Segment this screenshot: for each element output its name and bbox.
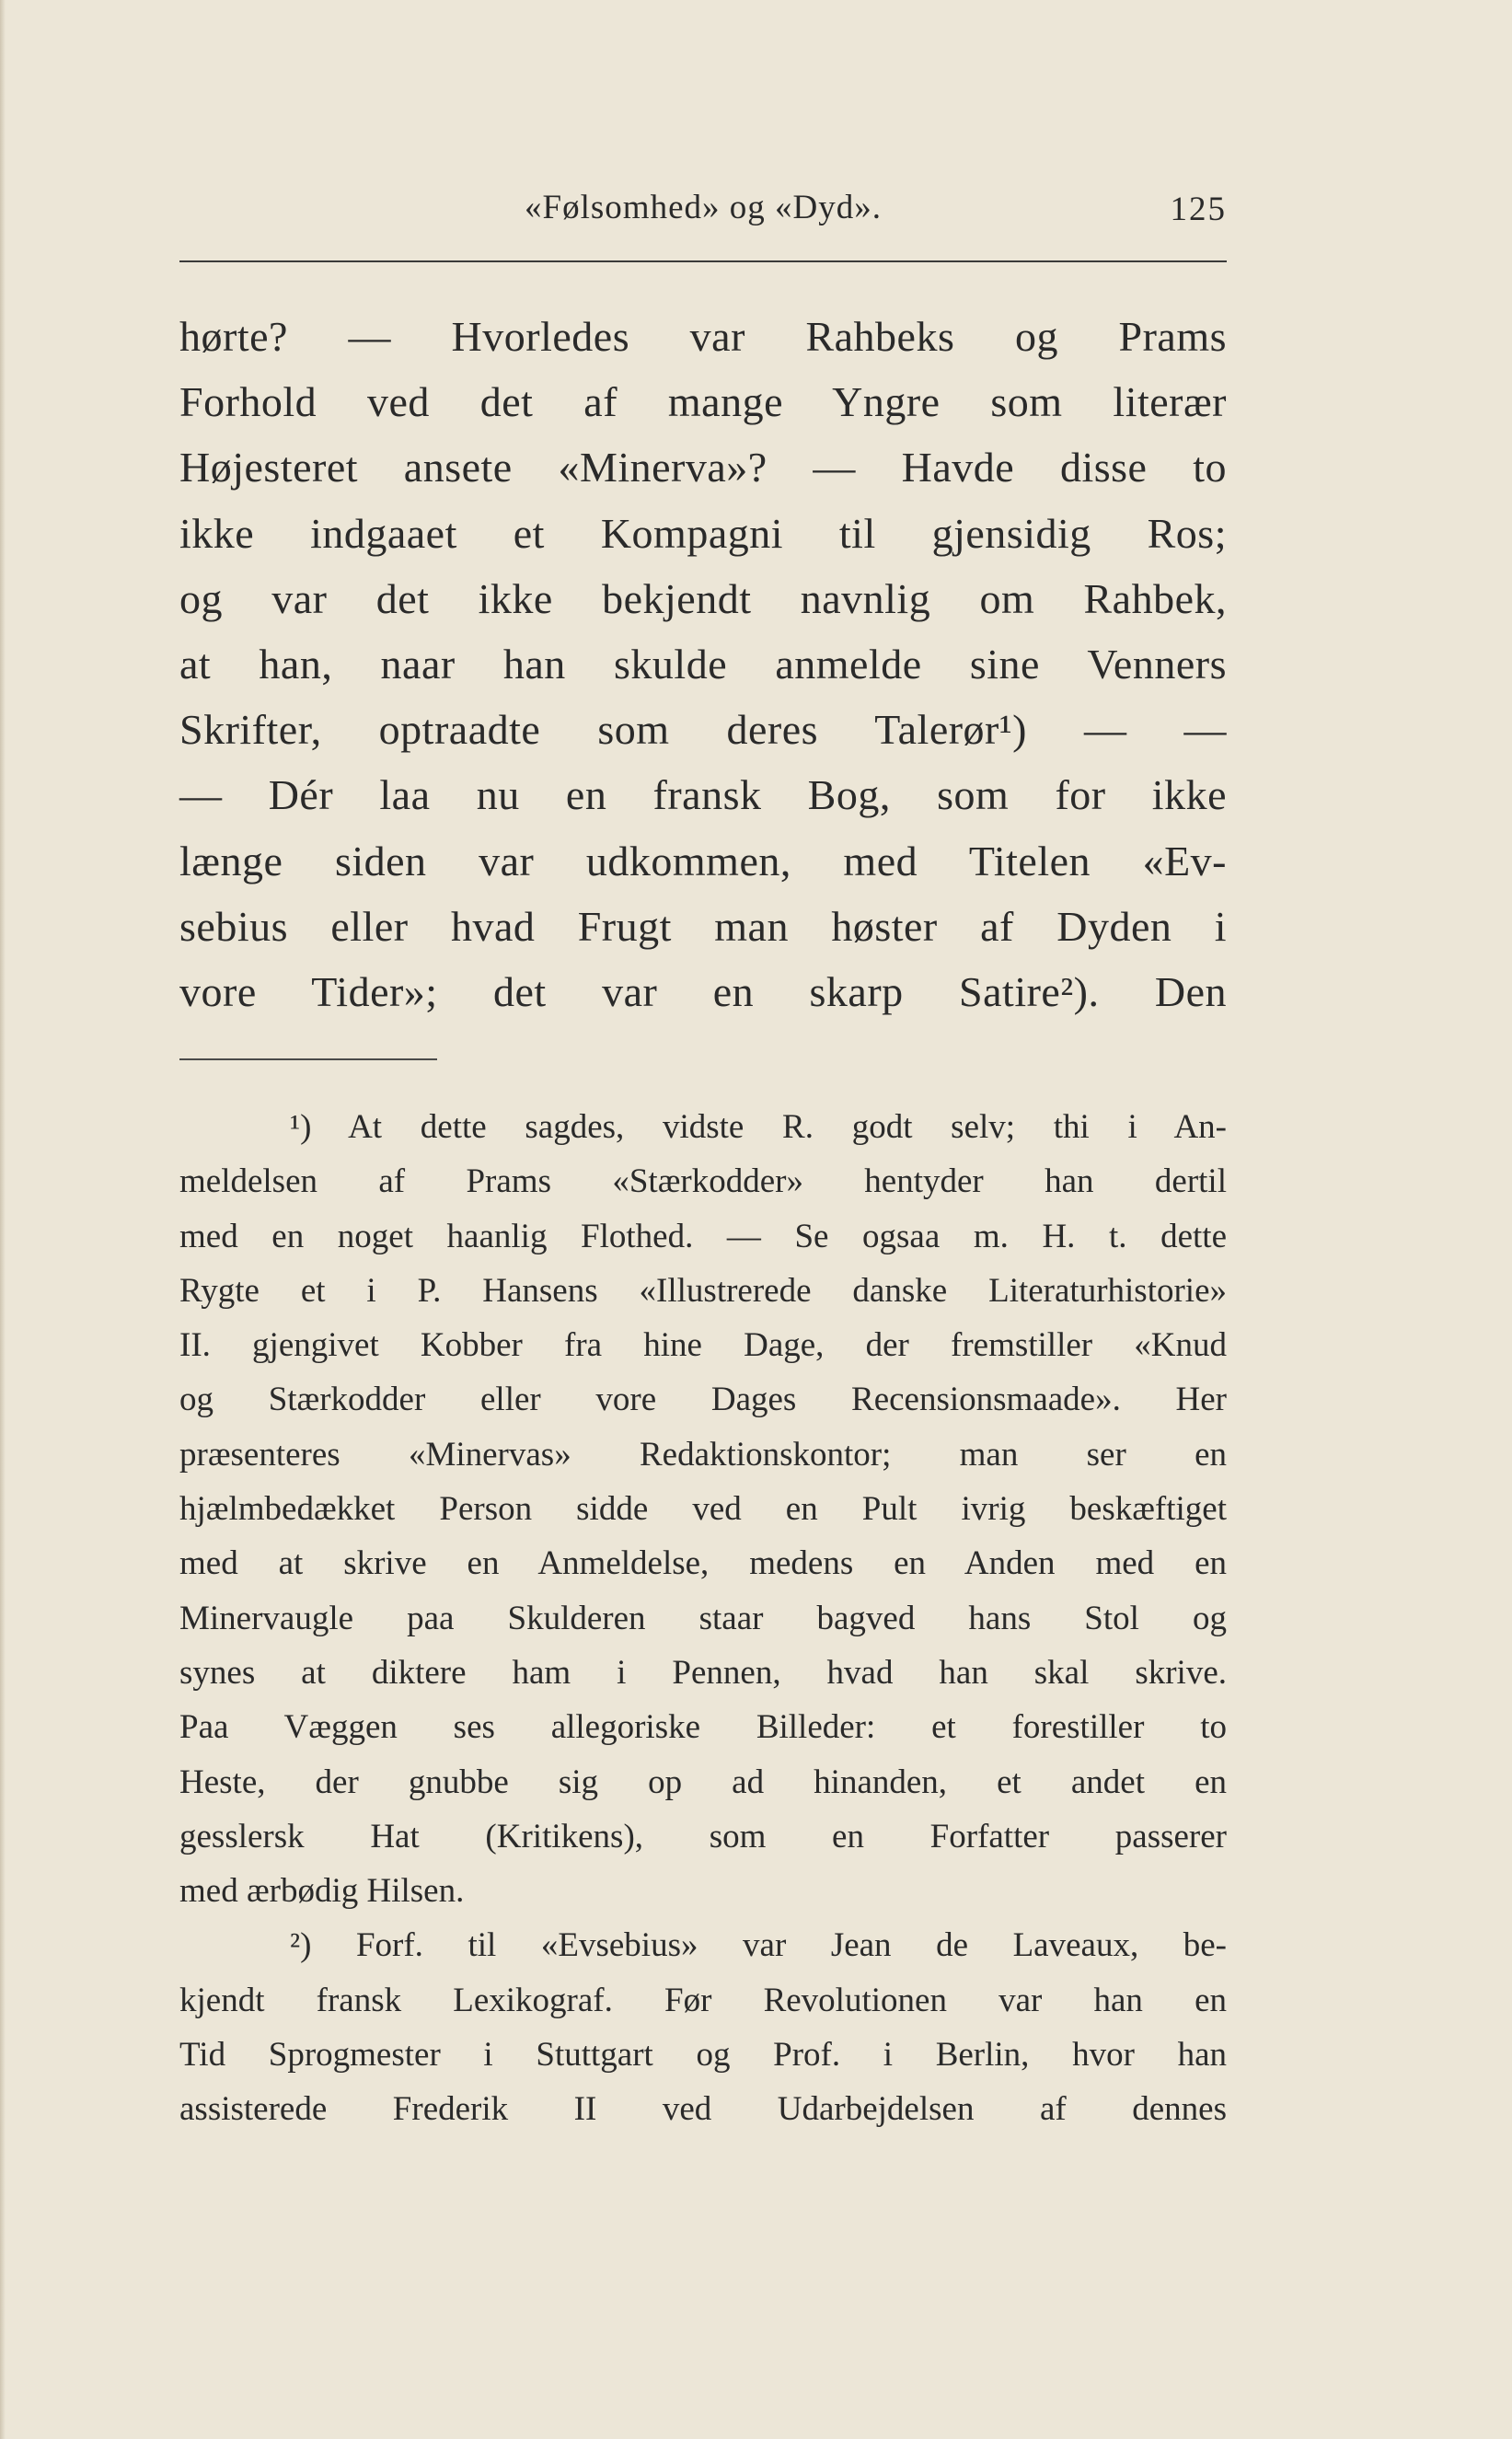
footnote-line: og Stærkodder eller vore Dages Recensionsmaade». Her	[179, 1381, 1227, 1419]
text-line: og var det ikke bekjendt navnlig om Rahbek,	[179, 574, 1227, 622]
footnote-line: Minervaugle paa Skulderen staar bagved hans Stol og	[179, 1599, 1227, 1637]
footnote-line: assisterede Frederik II ved Udarbejdelsen af dennes	[179, 2090, 1227, 2129]
text-line: Højesteret ansete «Minerva»? — Havde disse to	[179, 444, 1227, 491]
text-line: hørte? — Hvorledes var Rahbeks og Prams	[179, 313, 1227, 360]
text-line: Skrifter, optraadte som deres Talerør¹) — —	[179, 706, 1227, 754]
text-line: Forhold ved det af mange Yngre som literær	[179, 378, 1227, 426]
footnote-line: ¹) At dette sagdes, vidste R. godt selv; thi i An-	[290, 1108, 1227, 1146]
footnote-line: kjendt fransk Lexikograf. Før Revolutionen var han en	[179, 1981, 1227, 2019]
page-number: 125	[1170, 191, 1227, 228]
footnote-line: synes at diktere ham i Pennen, hvad han skal skrive.	[179, 1653, 1227, 1692]
page-header	[179, 180, 1227, 245]
footnote-line: meldelsen af Prams «Stærkodder» hentyder han dertil	[179, 1162, 1227, 1201]
text-line: ikke indgaaet et Kompagni til gjensidig Ros;	[179, 509, 1227, 557]
footnote-line: præsenteres «Minervas» Redaktionskontor; man ser en	[179, 1435, 1227, 1474]
footnote-line: ²) Forf. til «Evsebius» var Jean de Laveaux, be-	[290, 1926, 1227, 1965]
text-line: vore Tider»; det var en skarp Satire²). Den	[179, 967, 1227, 1015]
footnote-line: Tid Sprogmester i Stuttgart og Prof. i Berlin, hvor han	[179, 2036, 1227, 2075]
footnote-line: gesslersk Hat (Kritikens), som en Forfatter passerer	[179, 1817, 1227, 1855]
footnote-line: hjælmbedækket Person sidde ved en Pult ivrig beskæftiget	[179, 1490, 1227, 1529]
footnote-line: Paa Væggen ses allegoriske Billeder: et forestiller to	[179, 1708, 1227, 1747]
footnote-line: Rygte et i P. Hansens «Illustrerede danske Literaturhistorie»	[179, 1271, 1227, 1310]
footnote-line: med at skrive en Anmeldelse, medens en Anden med en	[179, 1544, 1227, 1583]
footnote-line: II. gjengivet Kobber fra hine Dage, der fremstiller «Knud	[179, 1326, 1227, 1365]
running-title: «Følsomhed» og «Dyd».	[525, 189, 882, 226]
footnote-line: med ærbødig Hilsen.	[179, 1872, 465, 1911]
main-text	[179, 304, 1227, 1024]
text-line: længe siden var udkommen, med Titelen «Ev-	[179, 837, 1227, 884]
footnotes	[179, 1100, 1227, 2137]
footnote-line: med en noget haanlig Flothed. — Se ogsaa m. H. t. dette	[179, 1217, 1227, 1255]
page-edge	[0, 0, 6, 2439]
footnote-line: Heste, der gnubbe sig op ad hinanden, et andet en	[179, 1763, 1227, 1801]
text-line: at han, naar han skulde anmelde sine Venners	[179, 640, 1227, 688]
footnote-rule	[179, 1058, 437, 1060]
header-rule	[179, 260, 1227, 262]
text-line: — Dér laa nu en fransk Bog, som for ikke	[179, 771, 1227, 819]
text-line: sebius eller hvad Frugt man høster af Dyden i	[179, 902, 1227, 950]
